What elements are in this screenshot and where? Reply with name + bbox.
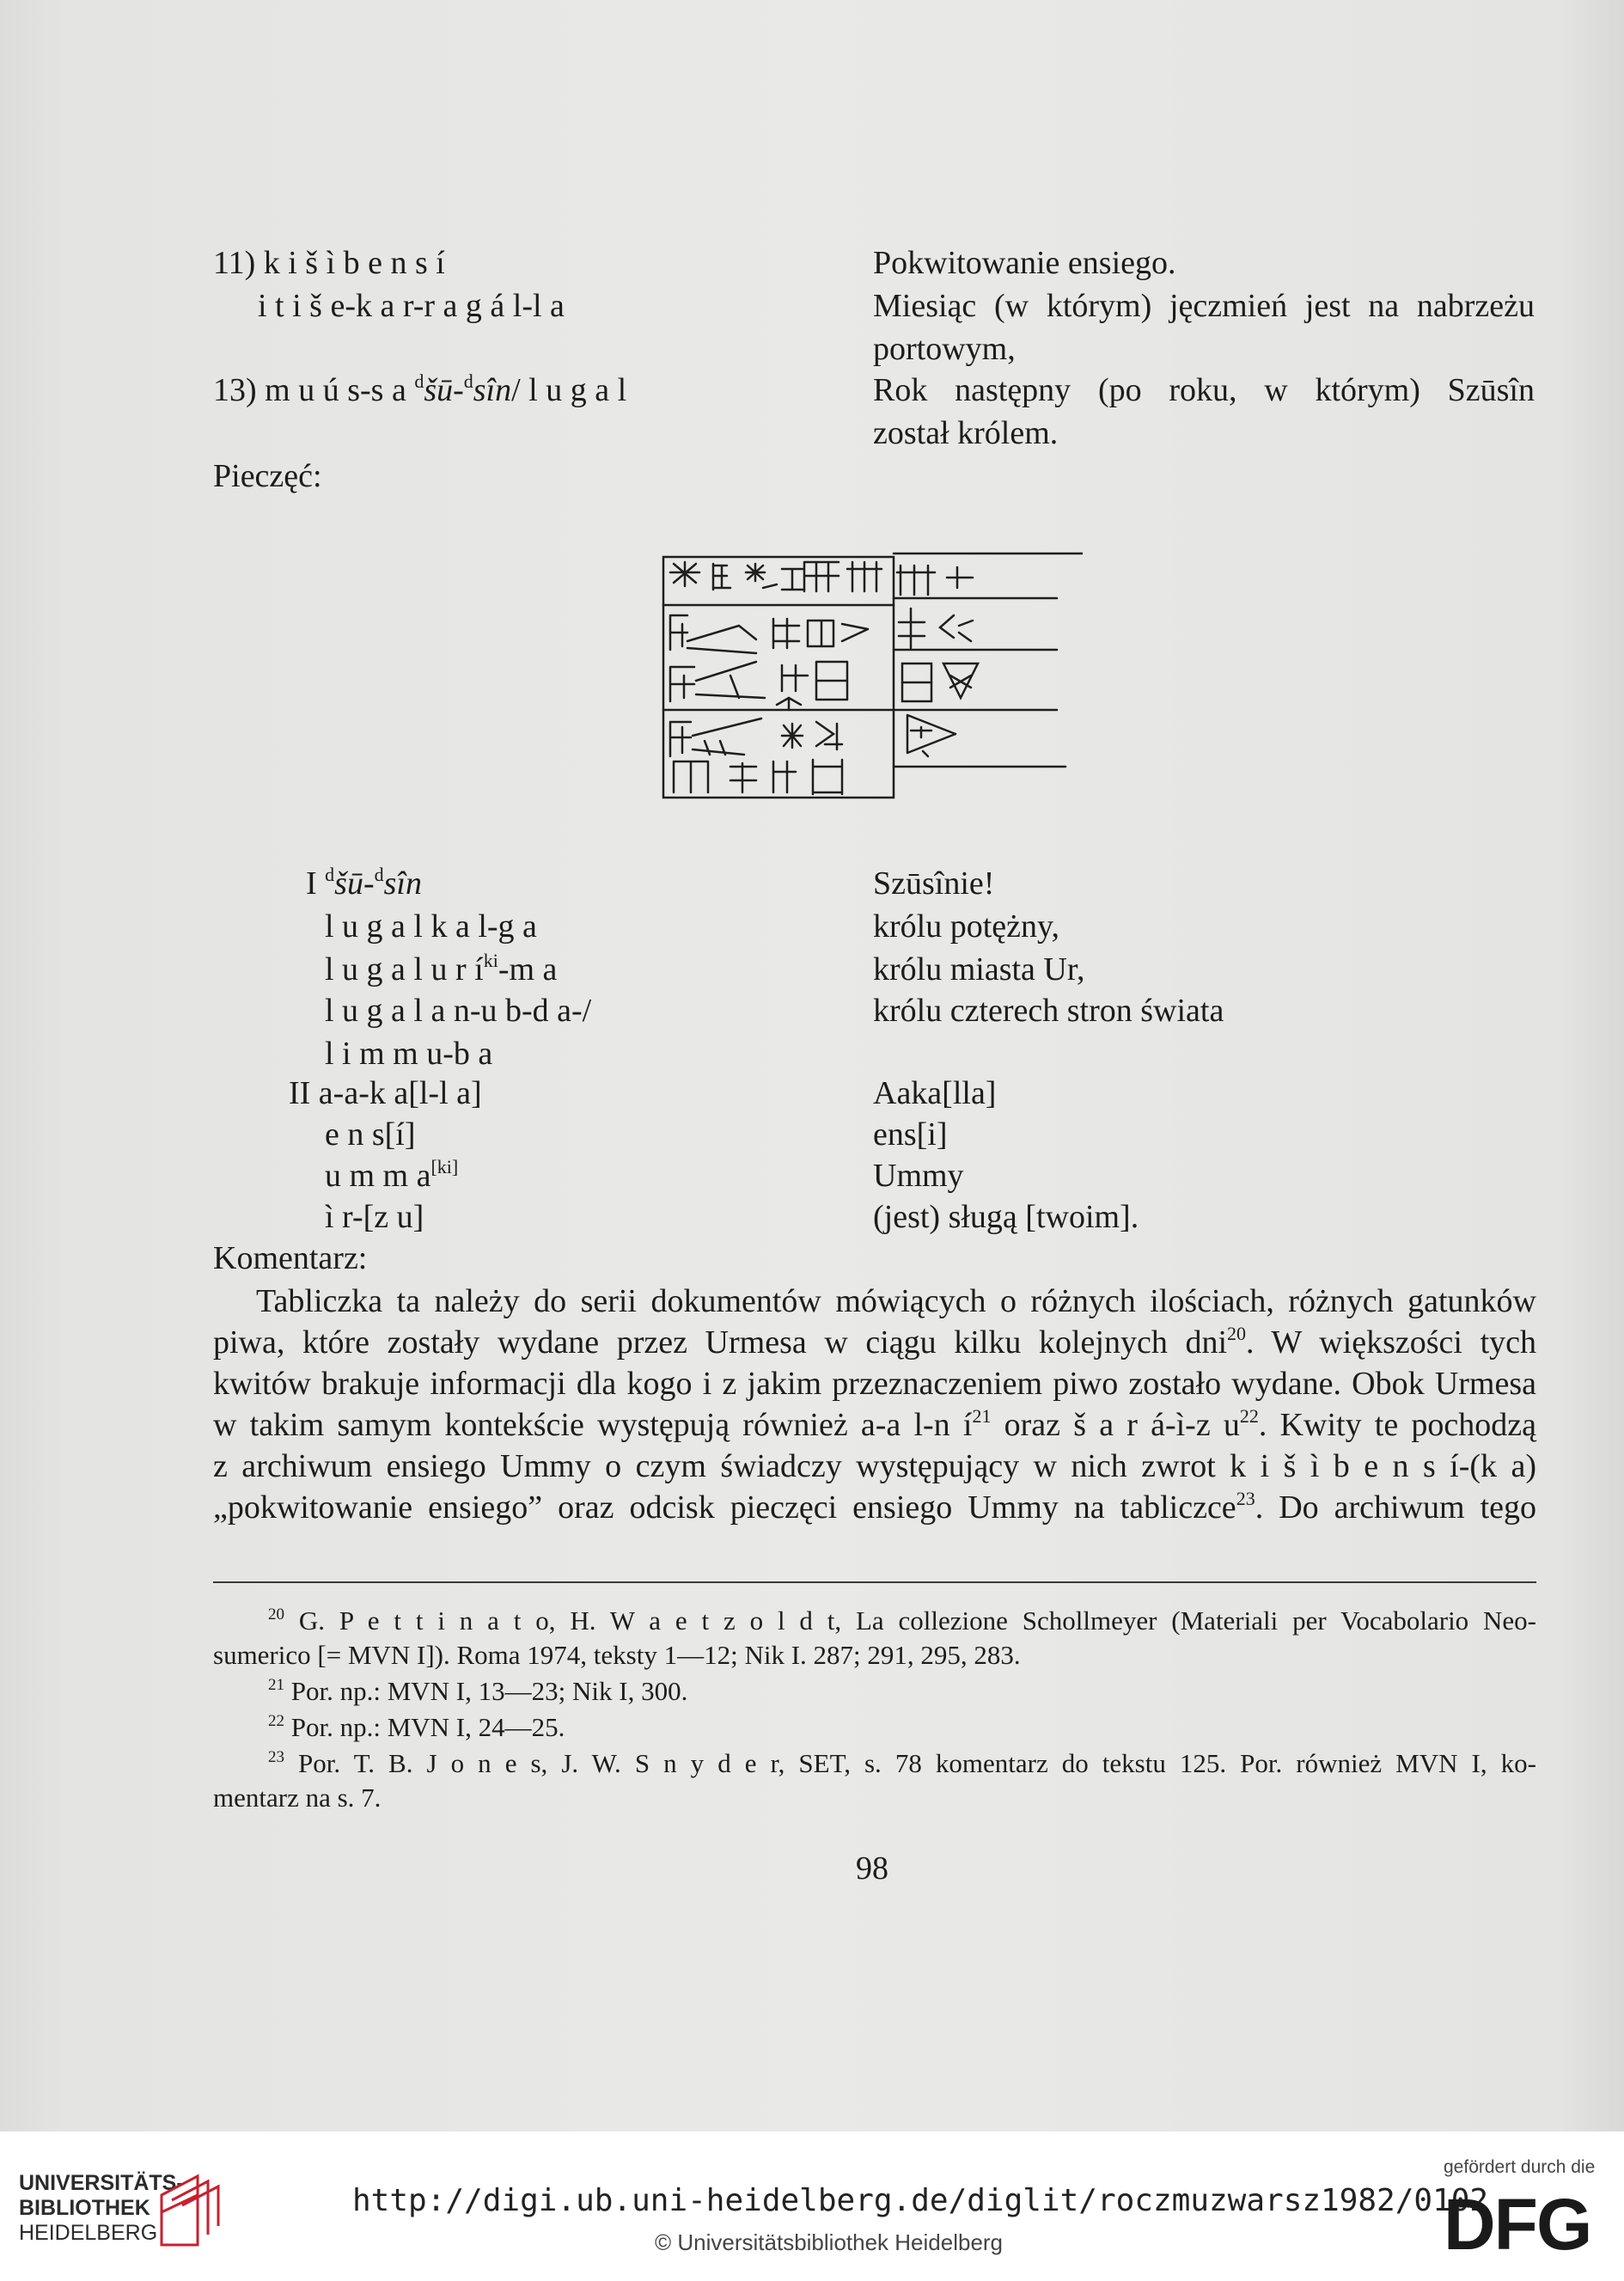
entry-11-transliteration: 11) k i š ì b e n s í (213, 245, 445, 281)
seal-line-6-translation: Aaka[lla] (873, 1075, 997, 1111)
seal-line-6-transliteration: II a-a-k a[l-l a] (289, 1075, 482, 1111)
commentary-line: w takim samym kontekście występują również a-a l-n $í^{21}$ oraz š a r á-ì-z $u^{22}$. Kwity te pochodzą (213, 1405, 1537, 1443)
page-number: 98 (856, 1850, 888, 1887)
commentary-line: z archiwum ensiego Ummy o czym świadczy występujący w nich zwrot k i š ì b e n s í-(k a) (213, 1448, 1536, 1484)
digital-library-footer (0, 2131, 1624, 2281)
seal-line-1-translation: Szūsînie! (873, 865, 995, 902)
entry-13-translation-line2: został królem. (873, 415, 1059, 451)
seal-line-5-transliteration: l i m m u-b a (325, 1036, 493, 1072)
footnote-22: $^{22}$ Por. np.: MVN I, 24—25. (268, 1712, 565, 1742)
seal-line-3-transliteration: l u g a l u r $í^{ki}-m$ a (325, 950, 558, 988)
seal-line-8-transliteration: u m m a[ki] (325, 1156, 459, 1194)
month-translation-line2: portowym, (873, 331, 1016, 367)
entry-13-translation-line1: Rok następny (po roku, w którym) Szūsîn (873, 372, 1535, 408)
cuneiform-seal-drawing (653, 547, 1083, 804)
footnote-23: $^{23}$ Por. T. B. J o n e s, J. W. S n y d e r, SET, s. 78 komentarz do tekstu 125. Por. również MVN I, ko- mentarz na s. 7. (213, 1748, 1536, 1813)
library-name: UNIVERSITÄTS- BIBLIOTHEK HEIDELBERG (19, 2171, 184, 2245)
commentary-line: piwa, które zostały wydane przez Urmesa w ciągu kilku kolejnych dni$^{20}$. W większości tych (213, 1323, 1537, 1361)
month-transliteration: i t i š e-k a r-r a g á l-l a (258, 288, 565, 324)
footnote-20: $^{20}$ G. P e t t i n a t o, H. W a e t z o l d t, La collezione Schollmeyer (Materiali per Vocabolario Neo- sumerico [= MVN I]). Roma 1974, teksty 1—12; Nik I. 287; 291, 295, 283. (213, 1605, 1536, 1670)
permalink-url[interactable]: http://digi.ub.uni-heidelberg.de/diglit/roczmuzwarsz1982/0102 (352, 2183, 1489, 2218)
entry-11-translation: Pokwitowanie ensiego. (873, 245, 1176, 281)
commentary-line: „pokwitowanie ensiego” oraz odcisk pieczęci ensiego Ummy na tabliczce$^{23}$. Do archiwum tego (213, 1488, 1537, 1526)
commentary-line: Tabliczka ta należy do serii dokumentów mówiących o różnych ilościach, różnych gatunków (256, 1283, 1536, 1319)
dfg-logo: DFG (1444, 2184, 1591, 2265)
seal-line-4-translation: królu czterech stron świata (873, 993, 1224, 1029)
seal-line-9-translation: (jest) sługą [twoim]. (873, 1199, 1139, 1235)
seal-label: Pieczęć: (213, 458, 322, 494)
month-translation-line1: Miesiąc (w którym) jęczmień jest na nabrzeżu (873, 288, 1535, 324)
seal-line-2-transliteration: l u g a l k a l-g a (325, 908, 537, 945)
commentary-paragraph (213, 1281, 1536, 1528)
copyright-notice: © Universitätsbibliothek Heidelberg (655, 2229, 1004, 2255)
seal-line-4-transliteration: l u g a l a n-u b-d a-/ (325, 993, 592, 1029)
seal-line-9-transliteration: ì r-[z u] (325, 1199, 424, 1235)
seal-line-7-translation: ens[i] (873, 1116, 948, 1153)
footnote-separator (213, 1581, 1536, 1583)
library-logo-icon (155, 2169, 232, 2252)
seal-line-1-transliteration: I $^d$šū-$^d$sîn (306, 864, 422, 902)
funding-label: gefördert durch die (1444, 2157, 1596, 2177)
entry-13-transliteration: 13) m u ú s-s a $^d$šū-$^d$sîn/ l u g a l (213, 370, 627, 408)
commentary-line: kwitów brakuje informacji dla kogo i z jakim przeznaczeniem piwo zostało wydane. Obok Urmesa (213, 1366, 1536, 1402)
seal-line-8-translation: Ummy (873, 1158, 964, 1194)
seal-line-7-transliteration: e n s[í] (325, 1116, 416, 1153)
footnote-21: $^{21}$ Por. np.: MVN I, 13—23; Nik I, 300. (268, 1676, 688, 1706)
seal-line-2-translation: królu potężny, (873, 908, 1060, 945)
commentary-heading: Komentarz: (213, 1240, 368, 1276)
seal-line-3-translation: królu miasta Ur, (873, 951, 1085, 988)
